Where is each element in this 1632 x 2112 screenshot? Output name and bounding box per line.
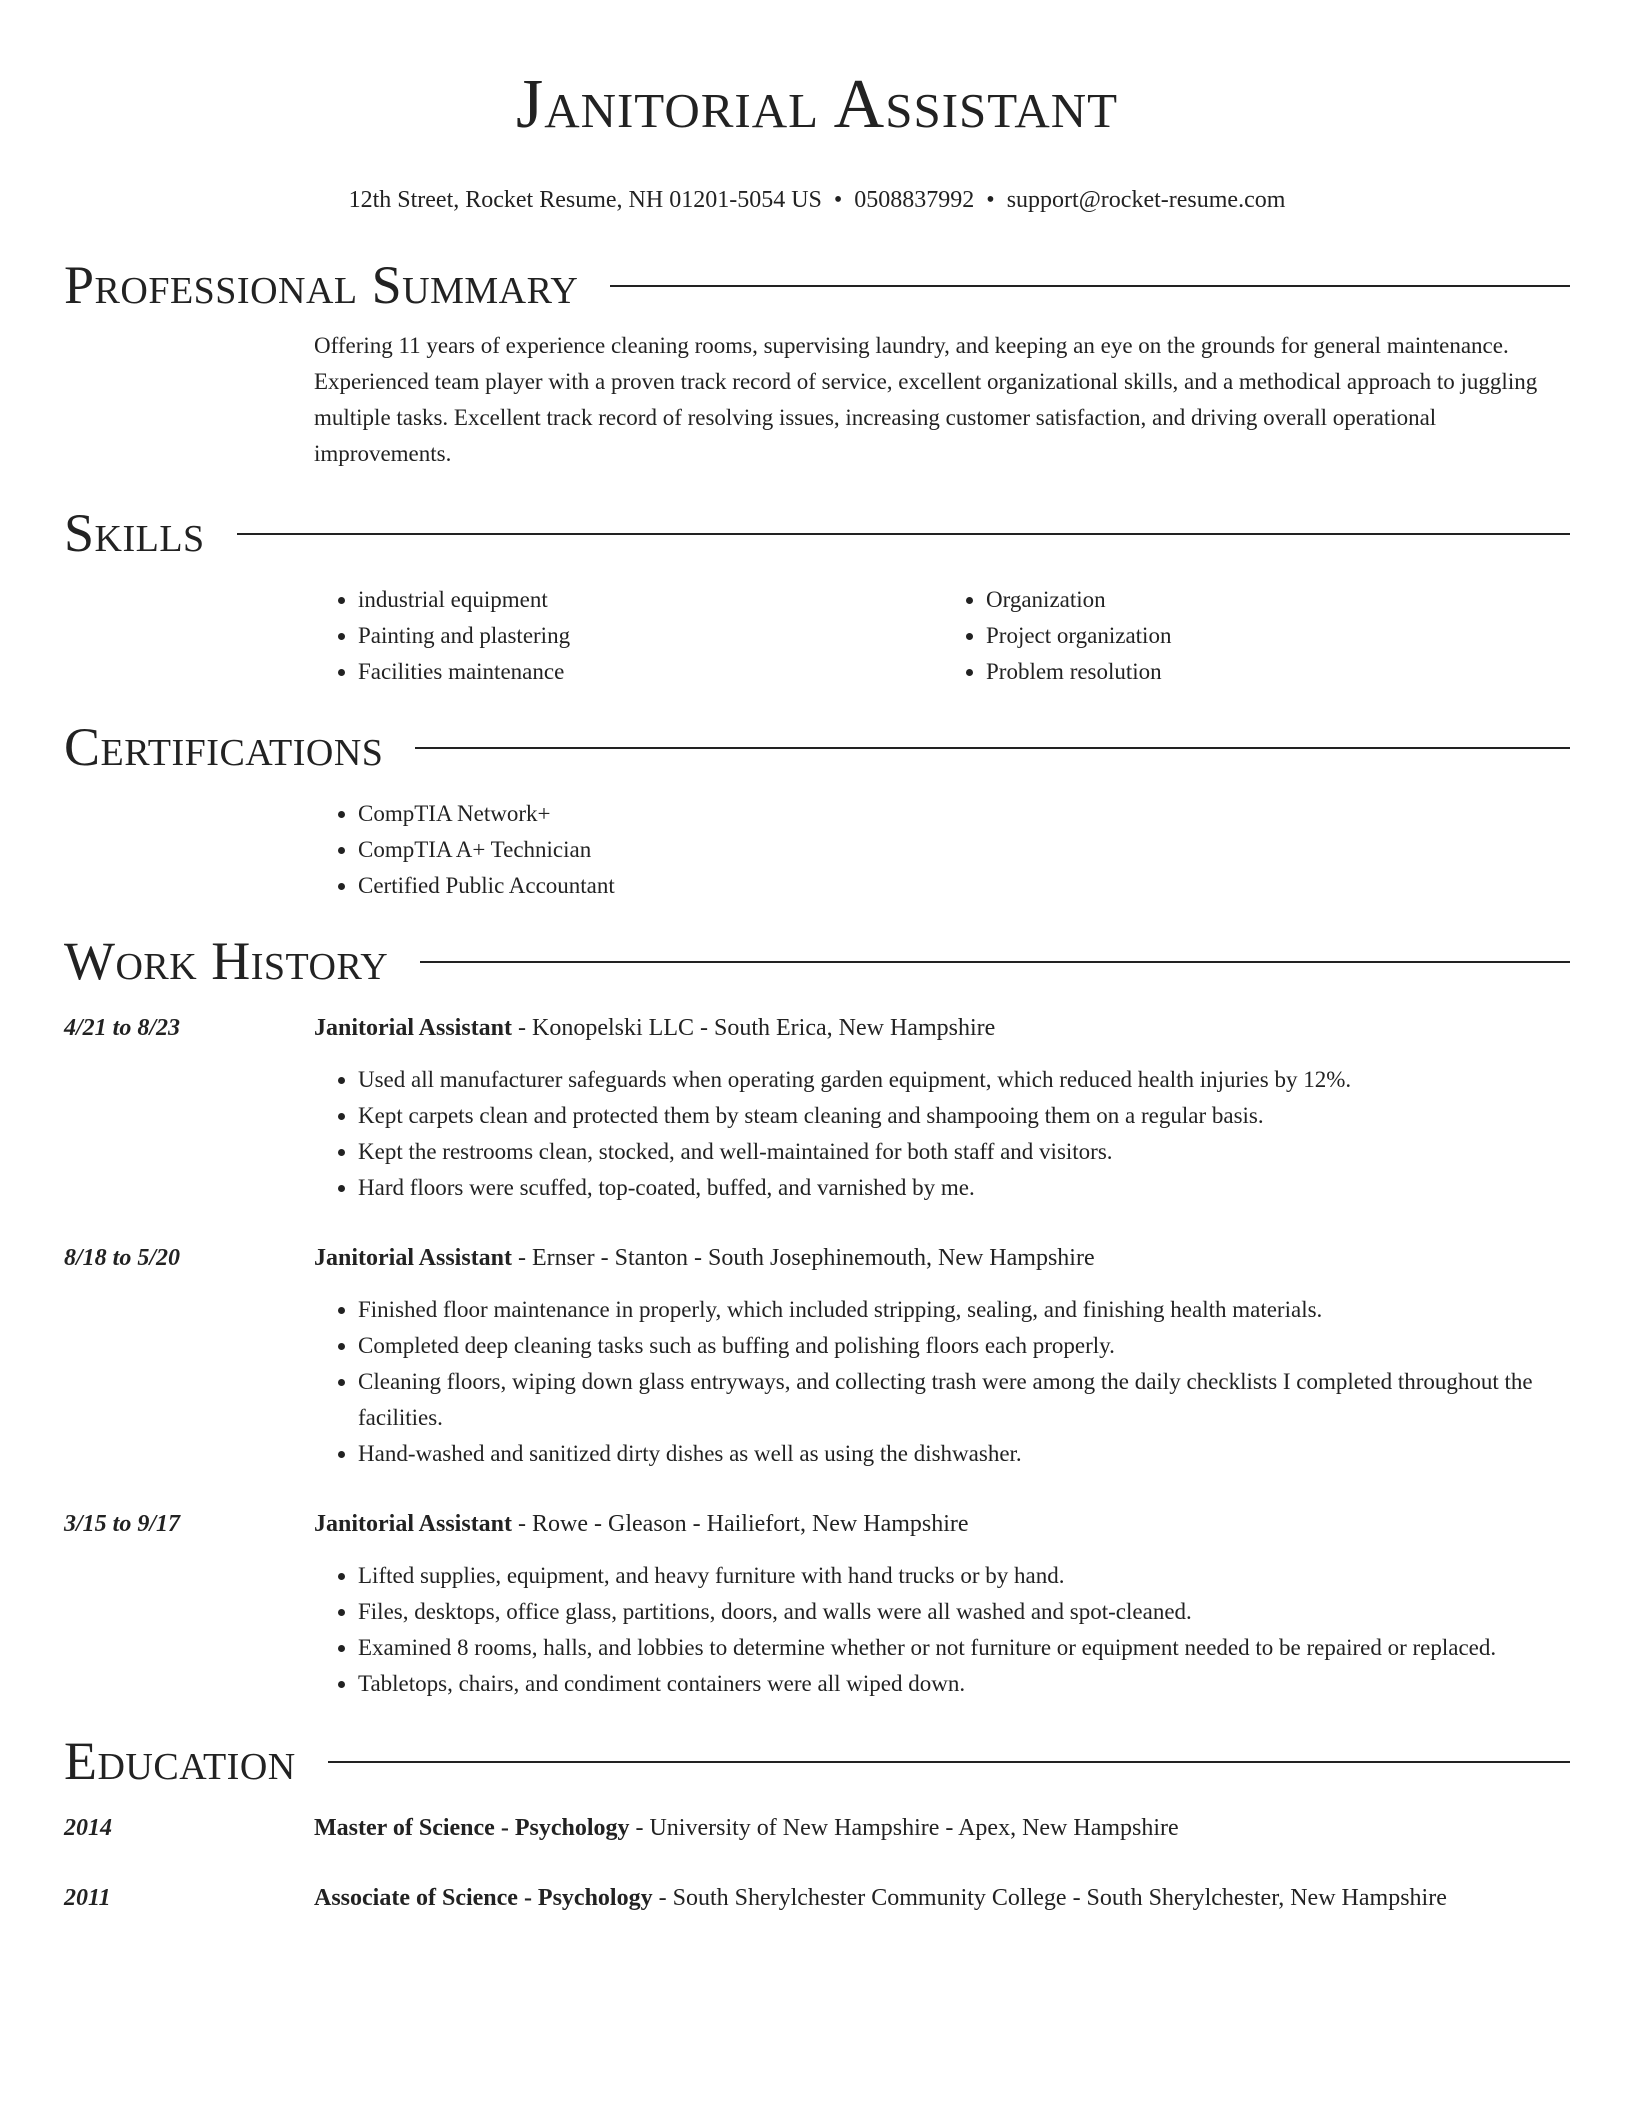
job-role: Janitorial Assistant [314,1511,513,1537]
section-divider [237,533,1570,535]
contact-email[interactable]: support@rocket-resume.com [1006,187,1286,213]
job-bullet: • Cleaning floors, wiping down glass entryways, and collecting trash were among the daily checklists I completed throughout the facilities. [358,1364,1570,1436]
job-dates: 8/18 to 5/20 [64,1245,181,1271]
job-bullets [314,1062,1570,1206]
certifications-list [314,796,1570,904]
job-bullets [314,1292,1570,1472]
job-role: Janitorial Assistant [314,1245,513,1271]
job-bullet: • Lifted supplies, equipment, and heavy furniture with hand trucks or by hand. [358,1558,1570,1594]
contact-separator: • [833,187,843,213]
certification-item: • Certified Public Accountant [358,868,1570,904]
education-year: 2011 [64,1885,111,1911]
contact-separator: • [986,187,995,213]
job-header [64,1010,1570,1046]
job-entry [64,1010,1570,1206]
skill-item: • Problem resolution [986,654,1570,690]
job-bullet: • Examined 8 rooms, halls, and lobbies to determine whether or not furniture or equipment needed to be repaired or replaced. [358,1630,1570,1666]
job-bullet: • Completed deep cleaning tasks such as buffing and polishing floors each properly. [358,1328,1570,1364]
summary-section-header [64,254,1570,316]
education-entry [64,1810,1570,1846]
job-bullet: • Used all manufacturer safeguards when operating garden equipment, which reduced health injuries by 12%. [358,1062,1570,1098]
job-bullet: • Kept carpets clean and protected them by steam cleaning and shampooing them on a regular basis. [358,1098,1570,1134]
skill-item: • Organization [986,582,1570,618]
skill-item: • industrial equipment [358,582,942,618]
education-line [314,1880,1570,1916]
job-title-line [314,1010,1570,1046]
education-details: - University of New Hampshire - Apex, New Hampshire [629,1815,1179,1841]
education-degree: Master of Science - Psychology [314,1815,630,1841]
summary-title: Professional Summary [64,255,579,315]
certification-item: • CompTIA Network+ [358,796,1570,832]
education-year: 2014 [64,1815,112,1841]
job-bullet: • Finished floor maintenance in properly, which included stripping, sealing, and finishing health materials. [358,1292,1570,1328]
skills-section-header [64,502,1570,564]
skill-item: • Project organization [986,618,1570,654]
skill-item: • Facilities maintenance [358,654,942,690]
job-bullet: • Hand-washed and sanitized dirty dishes as well as using the dishwasher. [358,1436,1570,1472]
section-divider [610,285,1570,287]
job-dates: 4/21 to 8/23 [64,1015,181,1041]
section-divider [420,961,1570,963]
job-title-line [314,1506,1570,1542]
skills-grid [314,582,1570,690]
job-role: Janitorial Assistant [314,1015,513,1041]
skills-list-right [942,582,1570,690]
contact-line [64,184,1570,216]
education-line [314,1810,1570,1846]
skill-item: • Painting and plastering [358,618,942,654]
section-divider [415,747,1570,749]
job-bullet: • Files, desktops, office glass, partitions, doors, and walls were all washed and spot-cleaned. [358,1594,1570,1630]
job-details: - Ernser - Stanton - South Josephinemouth, New Hampshire [512,1245,1095,1271]
job-entry [64,1240,1570,1472]
contact-address: 12th Street, Rocket Resume, NH 01201-5054 US [348,187,822,213]
work-title: Work History [64,931,389,991]
certifications-title: Certifications [64,717,384,777]
job-entry [64,1506,1570,1702]
certifications-block [314,796,1570,904]
job-bullets [314,1558,1570,1702]
resume-name: Janitorial Assistant [515,66,1119,143]
job-bullet: • Tabletops, chairs, and condiment containers were all wiped down. [358,1666,1570,1702]
job-bullet: • Hard floors were scuffed, top-coated, buffed, and varnished by me. [358,1170,1570,1206]
certifications-section-header [64,716,1570,778]
education-section-header [64,1730,1570,1792]
work-section-header [64,930,1570,992]
job-header [64,1240,1570,1276]
education-title: Education [64,1731,296,1791]
summary-text: Offering 11 years of experience cleaning rooms, supervising laundry, and keeping an eye on the grounds for general maintenance. Experienced team player with a proven track record of service, excellent organizational skills, and a methodical approach to juggling multiple tasks. Excellent track record of resolving issues, increasing customer satisfaction, and driving overall operational improvements. [314,333,1538,466]
education-details: - South Sherylchester Community College - South Sherylchester, New Hampshire [652,1885,1447,1911]
education-degree: Associate of Science - Psychology [314,1885,653,1911]
certification-item: • CompTIA A+ Technician [358,832,1570,868]
job-details: - Konopelski LLC - South Erica, New Hampshire [512,1015,996,1041]
job-details: - Rowe - Gleason - Hailiefort, New Hampshire [512,1511,969,1537]
contact-phone: 0508837992 [854,187,975,213]
section-divider [328,1761,1570,1763]
skills-title: Skills [64,503,205,563]
education-entry [64,1880,1570,1916]
job-header [64,1506,1570,1542]
job-bullet: • Kept the restrooms clean, stocked, and well-maintained for both staff and visitors. [358,1134,1570,1170]
job-title-line [314,1240,1570,1276]
skills-list-left [314,582,942,690]
job-dates: 3/15 to 9/17 [64,1511,181,1537]
